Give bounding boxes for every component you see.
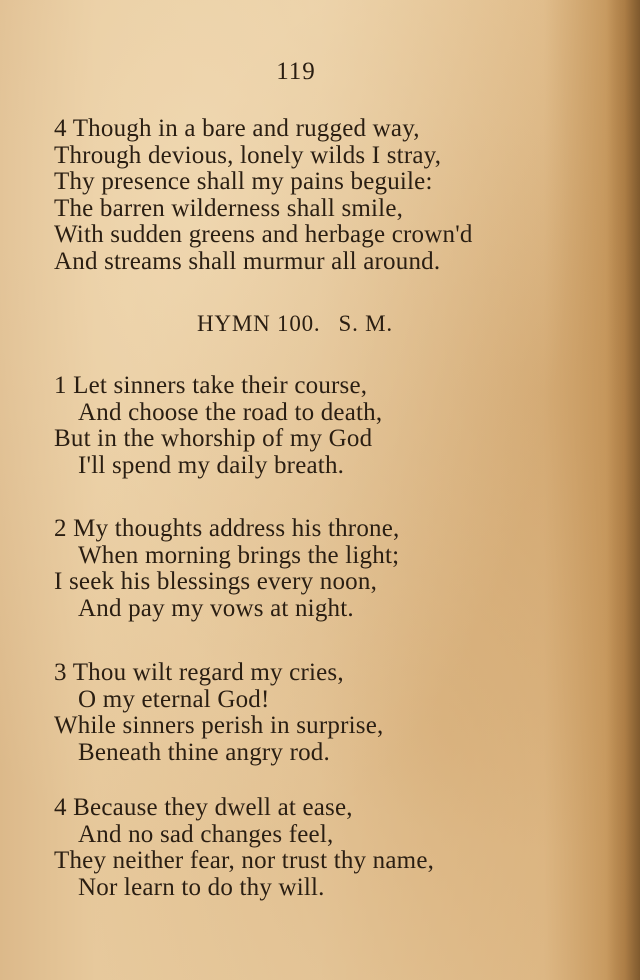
- verse-line: I seek his blessings every noon,: [54, 568, 378, 595]
- hymn-stanza-1: [54, 373, 382, 479]
- verse-line: 2 My thoughts address his throne,: [54, 515, 400, 542]
- verse-line: Nor learn to do thy will.: [78, 873, 325, 901]
- verse-line: They neither fear, nor trust thy name,: [54, 847, 435, 874]
- verse-line: O my eternal God!: [78, 685, 270, 713]
- hymn-stanza-3: [54, 660, 383, 766]
- continued-stanza: [54, 116, 473, 275]
- verse-line: And streams shall murmur all around.: [54, 247, 441, 275]
- page-edge-shadow: [606, 0, 640, 980]
- verse-line: And pay my vows at night.: [78, 594, 354, 622]
- verse-line: I'll spend my daily breath.: [78, 451, 345, 479]
- verse-line: And choose the road to death,: [78, 398, 383, 426]
- verse-line: With sudden greens and herbage crown'd: [54, 221, 473, 248]
- verse-line: And no sad changes feel,: [78, 820, 334, 848]
- hymn-title: HYMN 100.: [197, 311, 321, 336]
- page-number: 119: [276, 58, 316, 85]
- verse-line: When morning brings the light;: [78, 541, 400, 569]
- verse-line: 4 Though in a bare and rugged way,: [54, 115, 420, 142]
- hymn-meter: S. M.: [338, 311, 393, 336]
- verse-line: The barren wilderness shall smile,: [54, 194, 404, 222]
- verse-line: While sinners perish in surprise,: [54, 712, 384, 739]
- verse-line: Through devious, lonely wilds I stray,: [54, 141, 442, 169]
- verse-line: Beneath thine angry rod.: [78, 738, 330, 766]
- verse-line: 3 Thou wilt regard my cries,: [54, 659, 344, 686]
- verse-line: But in the whorship of my God: [54, 425, 373, 452]
- verse-line: Thy presence shall my pains beguile:: [54, 168, 433, 195]
- hymn-heading: [0, 311, 590, 337]
- verse-line: 1 Let sinners take their course,: [54, 372, 368, 399]
- hymn-stanza-2: [54, 516, 399, 622]
- hymn-stanza-4: [54, 795, 434, 901]
- verse-line: 4 Because they dwell at ease,: [54, 794, 353, 821]
